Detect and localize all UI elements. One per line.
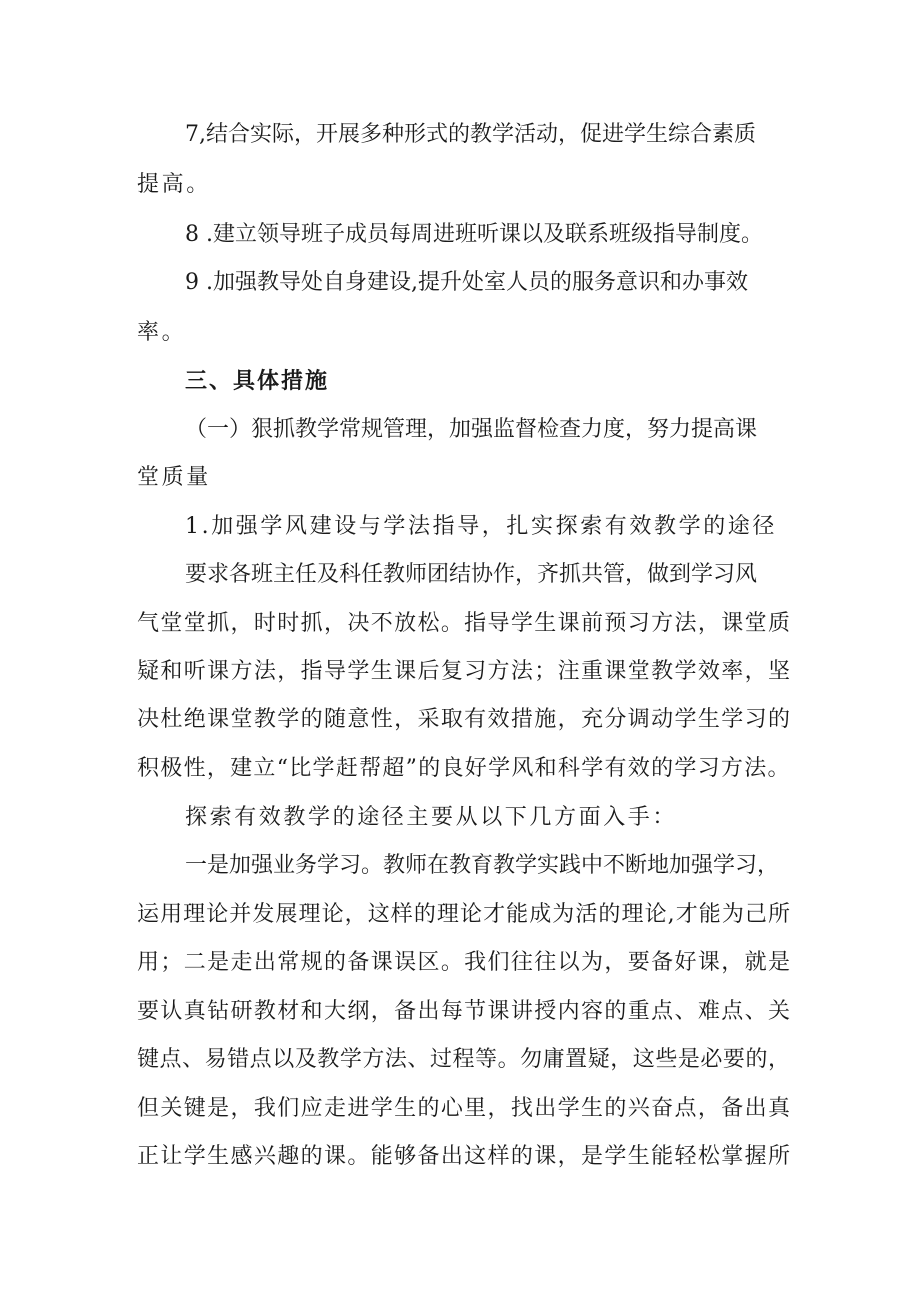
body-paragraph-2: 探索有效教学的途径主要从以下几方面入手： xyxy=(185,805,678,830)
body-paragraph-3-line-1: 一是加强业务学习。教师在教育教学实践中不断地加强学习， xyxy=(185,853,780,878)
section-heading: 三、具体措施 xyxy=(185,369,330,394)
item-1-title: 1.加强学风建设与学法指导，扎实探索有效教学的途径 xyxy=(185,514,777,539)
body-paragraph-1-line-1: 要求各班主任及科任教师团结协作，齐抓共管，做到学习风 xyxy=(185,562,758,587)
paragraph-8: 8 .建立领导班子成员每周进班听课以及联系班级指导制度。 xyxy=(185,222,763,247)
body-paragraph-1-line-5: 积极性，建立“比学赶帮超”的良好学风和科学有效的学习方法。 xyxy=(137,756,791,781)
body-paragraph-3-line-2: 运用理论并发展理论，这样的理论才能成为活的理论,才能为己所 xyxy=(137,902,792,927)
body-paragraph-3-line-5: 键点、易错点以及教学方法、过程等。勿庸置疑，这些是必要的， xyxy=(137,1047,791,1072)
subsection-heading-line-1: （一）狠抓教学常规管理，加强监督检查力度，努力提高课 xyxy=(185,417,758,442)
paragraph-7-line-2: 提高。 xyxy=(137,172,211,197)
body-paragraph-3-line-7: 正让学生感兴趣的课。能够备出这样的课，是学生能轻松掌握所 xyxy=(137,1144,792,1169)
body-paragraph-1-line-4: 决杜绝课堂教学的随意性，采取有效措施，充分调动学生学习的 xyxy=(137,707,792,732)
paragraph-9-line-1: 9 .加强教导处自身建设,提升处室人员的服务意识和办事效 xyxy=(185,270,748,295)
body-paragraph-1-line-3: 疑和听课方法，指导学生课后复习方法；注重课堂教学效率，坚 xyxy=(137,659,792,684)
body-paragraph-3-line-6: 但关键是，我们应走进学生的心里，找出学生的兴奋点，备出真 xyxy=(137,1096,792,1121)
body-paragraph-3-line-3: 用；二是走出常规的备课误区。我们往往以为，要备好课，就是 xyxy=(137,950,792,975)
paragraph-9-line-2: 率。 xyxy=(137,320,187,345)
paragraph-7-line-1: 7,结合实际，开展多种形式的教学活动，促进学生综合素质 xyxy=(185,122,756,147)
body-paragraph-3-line-4: 要认真钻研教材和大纲，备出每节课讲授内容的重点、难点、关 xyxy=(137,999,792,1024)
body-paragraph-1-line-2: 气堂堂抓，时时抓，决不放松。指导学生课前预习方法，课堂质 xyxy=(137,611,792,636)
subsection-heading-line-2: 堂质量 xyxy=(137,465,211,490)
